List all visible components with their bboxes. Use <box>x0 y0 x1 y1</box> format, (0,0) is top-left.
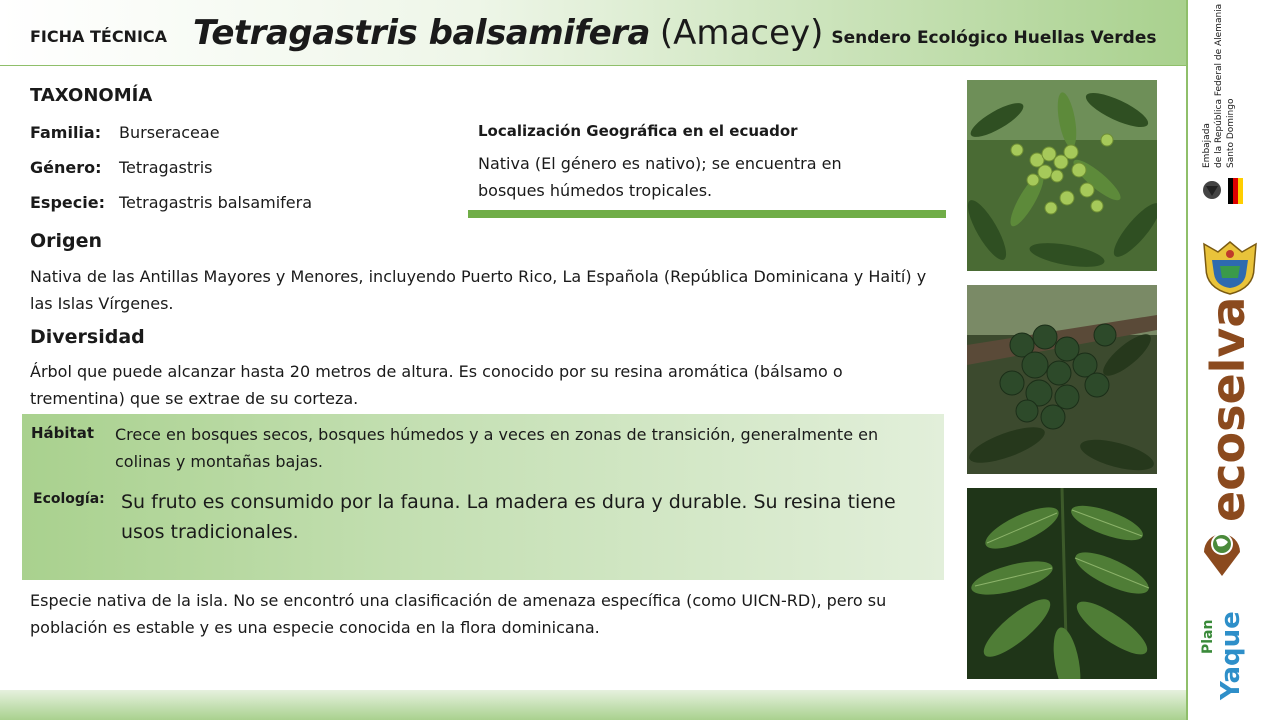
fruit-cluster-photo <box>967 80 1157 271</box>
taxonomy-value: Burseraceae <box>119 123 220 142</box>
embassy-text-line1: Embajada <box>1202 123 1212 168</box>
plan-yaque-logo <box>1198 610 1258 702</box>
scientific-name: Tetragastris balsamifera <box>193 12 650 53</box>
eagle-flag-icon <box>1200 176 1264 206</box>
habitat-label: Hábitat <box>31 424 95 442</box>
conservation-text: Especie nativa de la isla. No se encontró una clasificación de amenaza específica (como UICN-RD), pero su población es estable y es una especie conocida en la flora dominicana. <box>30 591 887 637</box>
plan-wordmark: Plan <box>1200 619 1216 654</box>
taxonomy-row-genus <box>30 158 212 177</box>
footer-band <box>0 690 1186 720</box>
location-block <box>478 122 898 204</box>
taxonomy-value: Tetragastris <box>119 158 213 177</box>
diversity-title: Diversidad <box>30 326 145 348</box>
taxonomy-row-family <box>30 123 220 142</box>
habitat-text: Crece en bosques secos, bosques húmedos y a veces en zonas de transición, generalmente en colinas y montañas bajas. <box>115 425 879 471</box>
ecology-text: Su fruto es consumido por la fauna. La madera es dura y durable. Su resina tiene usos tradicionales. <box>121 491 896 543</box>
taxonomy-row-species <box>30 193 312 212</box>
sheet-label: FICHA TÉCNICA <box>30 27 168 46</box>
taxonomy-value: Tetragastris balsamifera <box>119 193 313 212</box>
taxonomy-key: Especie: <box>30 193 105 212</box>
mature-fruit-photo <box>967 285 1157 474</box>
ecology-label: Ecología: <box>33 491 105 507</box>
diversity-text: Árbol que puede alcanzar hasta 20 metros de altura. Es conocido por su resina aromática (bálsamo o trementina) que se extrae de su corteza. <box>30 362 843 408</box>
german-embassy-logo <box>1198 3 1268 210</box>
ecoselva-logo <box>1196 296 1256 578</box>
common-name: (Amacey) <box>659 12 824 53</box>
ecoselva-wordmark: ecoselva <box>1201 296 1255 522</box>
trail-name: Sendero Ecológico Huellas Verdes <box>831 27 1157 48</box>
taxonomy-key: Familia: <box>30 123 102 142</box>
globe-pin-icon <box>1198 524 1246 578</box>
taxonomy-title: TAXONOMÍA <box>30 85 153 106</box>
taxonomy-key: Género: <box>30 158 102 177</box>
location-text: Nativa (El género es nativo); se encuentra en bosques húmedos tropicales. <box>478 154 842 200</box>
coat-of-arms-icon <box>1198 238 1262 296</box>
origin-title: Origen <box>30 230 103 252</box>
location-divider <box>468 210 946 218</box>
leaves-photo <box>967 488 1157 679</box>
embassy-text-line3: Santo Domingo <box>1226 98 1236 168</box>
yaque-wordmark: Yaque <box>1216 611 1246 700</box>
embassy-text-line2: de la República Federal de Alemania <box>1214 3 1224 168</box>
title-banner <box>0 0 1186 66</box>
location-title: Localización Geográfica en el ecuador <box>478 122 798 140</box>
origin-text: Nativa de las Antillas Mayores y Menores, incluyendo Puerto Rico, La Española (República Dominicana y Haití) y las Islas Vírgenes. <box>30 267 927 313</box>
